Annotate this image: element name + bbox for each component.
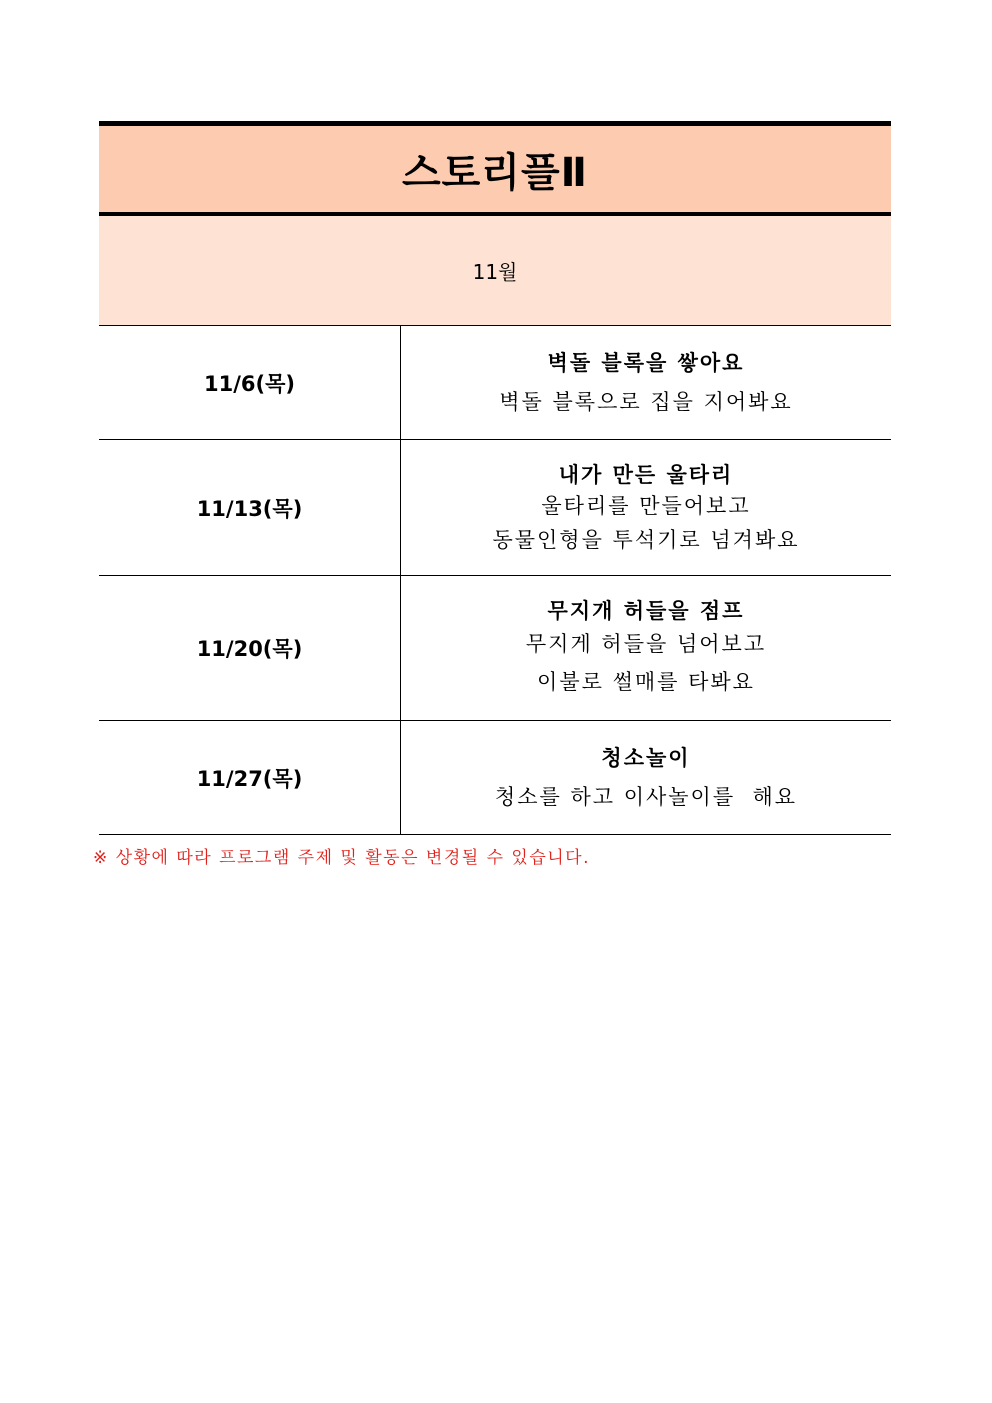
program-schedule-document bbox=[99, 121, 891, 835]
activity-detail: 무지게 허들을 넘어보고 bbox=[525, 632, 767, 656]
schedule-content bbox=[401, 326, 891, 439]
schedule-row bbox=[99, 721, 891, 835]
activity-title: 무지개 허들을 점프 bbox=[547, 599, 745, 623]
activity-detail: 동물인형을 투석기로 넘겨봐요 bbox=[492, 527, 800, 552]
activity-title: 벽돌 블록을 쌓아요 bbox=[547, 350, 745, 375]
schedule-date: 11/13(목) bbox=[99, 440, 401, 575]
schedule-date: 11/27(목) bbox=[99, 721, 401, 834]
title-bar bbox=[99, 121, 891, 216]
activity-detail: 청소를 하고 이사놀이를 해요 bbox=[494, 784, 798, 809]
month-header bbox=[99, 216, 891, 326]
month-label: 11월 bbox=[472, 260, 518, 284]
schedule-date: 11/20(목) bbox=[99, 576, 401, 720]
activity-detail: 울타리를 만들어보고 bbox=[541, 493, 751, 518]
schedule-content bbox=[401, 440, 891, 575]
schedule-row bbox=[99, 576, 891, 721]
activity-title: 내가 만든 울타리 bbox=[558, 462, 734, 487]
schedule-date: 11/6(목) bbox=[99, 326, 401, 439]
schedule-content bbox=[401, 721, 891, 834]
change-notice: ※ 상황에 따라 프로그램 주제 및 활동은 변경될 수 있습니다. bbox=[93, 848, 590, 868]
schedule-row bbox=[99, 326, 891, 440]
activity-detail: 벽돌 블록으로 집을 지어봐요 bbox=[499, 389, 793, 414]
schedule-content bbox=[401, 576, 891, 720]
activity-title: 청소놀이 bbox=[601, 745, 691, 770]
activity-detail: 이불로 썰매를 타봐요 bbox=[537, 670, 755, 694]
program-title: 스토리플Ⅱ bbox=[402, 149, 588, 196]
schedule-row bbox=[99, 440, 891, 576]
